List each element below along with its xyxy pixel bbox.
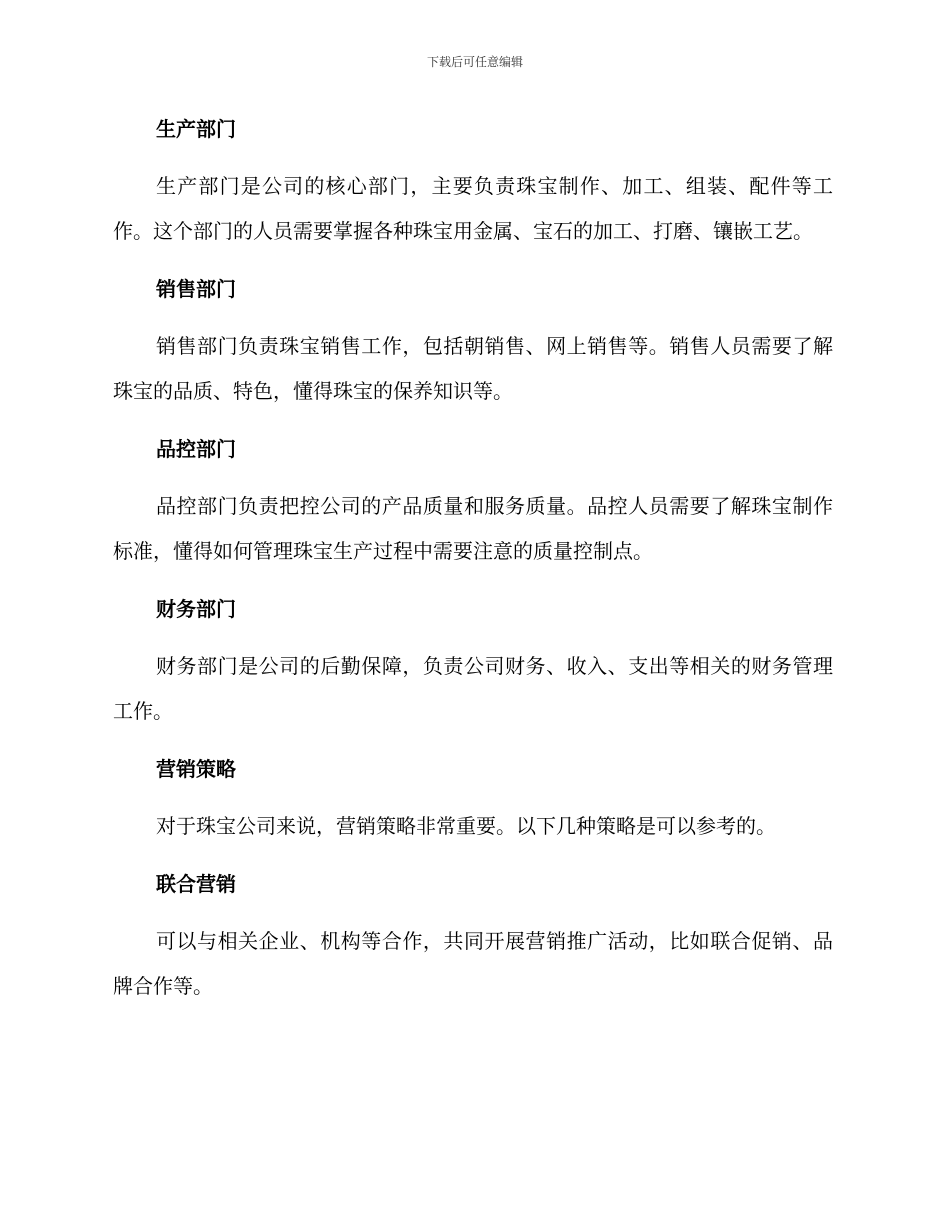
section-heading-joint-marketing: 联合营销 [156, 872, 236, 896]
section-heading-sales: 销售部门 [156, 277, 236, 301]
section-text-quality-control: 品控部门负责把控公司的产品质量和服务质量。品控人员需要了解珠宝制作标准，懂得如何管理珠宝生产过程中需要注意的质量控制点。 [113, 494, 833, 563]
section-text-production: 生产部门是公司的核心部门，主要负责珠宝制作、加工、组装、配件等工作。这个部门的人员需要掌握各种珠宝用金属、宝石的加工、打磨、镶嵌工艺。 [113, 174, 833, 243]
section-heading-quality-control: 品控部门 [156, 437, 236, 461]
section-text-marketing-strategy: 对于珠宝公司来说，营销策略非常重要。以下几种策略是可以参考的。 [156, 814, 776, 838]
section-text-joint-marketing: 可以与相关企业、机构等合作，共同开展营销推广活动，比如联合促销、品牌合作等。 [113, 929, 833, 998]
section-heading-finance: 财务部门 [156, 597, 236, 621]
section-heading-production: 生产部门 [156, 117, 236, 141]
page-header: 下载后可任意编辑 [426, 55, 523, 69]
section-text-finance: 财务部门是公司的后勤保障，负责公司财务、收入、支出等相关的财务管理工作。 [113, 654, 833, 723]
section-heading-marketing-strategy: 营销策略 [156, 757, 236, 781]
section-text-sales: 销售部门负责珠宝销售工作，包括朝销售、网上销售等。销售人员需要了解珠宝的品质、特色，懂得珠宝的保养知识等。 [113, 334, 833, 403]
document-body [113, 114, 833, 1009]
